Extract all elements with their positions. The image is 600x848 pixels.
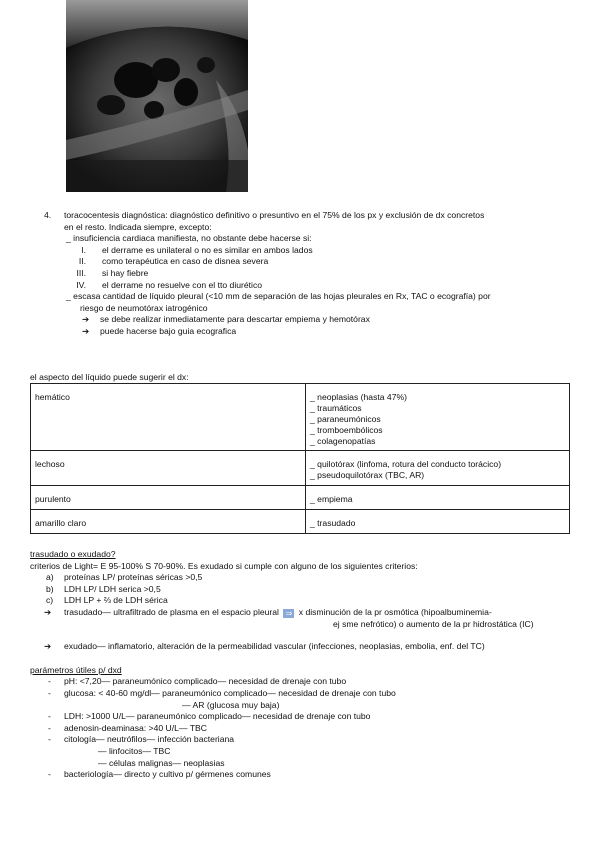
- roman-item: III. si hay fiebre: [76, 267, 149, 278]
- escasa-line: _ escasa cantidad de líquido pleural (<10 mm de separación de las hojas pleurales en Rx, TAC o ecografía) por: [66, 291, 491, 302]
- section-4: [44, 210, 574, 338]
- arrow-icon: ➔: [44, 641, 52, 652]
- roman-item: I. el derrame es unilateral o no es similar en ambos lados: [81, 244, 313, 255]
- table-cell: amarillo claro: [31, 510, 306, 534]
- exudado-item: ➔ exudado— inflamatorio, alteración de la permeabilidad vascular (infecciones, neoplasias, embolia, enf. del TC): [44, 641, 485, 652]
- trasudado-title: trasudado o exudado?: [30, 549, 116, 559]
- insuficiencia-line: _ insuficiencia cardiaca manifiesta, no obstante debe hacerse si:: [66, 233, 312, 244]
- table-row: [31, 510, 570, 534]
- light-criteria: criterios de Light= E 95-100% S 70-90%. Es exudado si cumple con alguno de los siguientes criterios:: [30, 560, 418, 571]
- trasudado-item-cont: ej sme nefrótico) o aumento de la pr hidrostática (IC): [333, 618, 534, 629]
- param-item: - citología— neutrófilos— infección bacteriana: [48, 734, 235, 745]
- table-cell: _ neoplasias (hasta 47%) _ traumáticos _ paraneumónicos _ tromboembólicos _ colagenopatías: [306, 384, 570, 451]
- table-row: [31, 486, 570, 510]
- param-item: - LDH: >1000 U/L— paraneumónico complicado— necesidad de drenaje con tubo: [48, 711, 371, 722]
- arrow-icon: ➔: [82, 325, 90, 336]
- escasa-line-2: riesgo de neumotórax iatrogénico: [80, 302, 208, 313]
- table-cell: _ trasudado: [306, 510, 570, 534]
- param-item: - adenosin-deaminasa: >40 U/L— TBC: [48, 722, 207, 733]
- section-4-line1: 4. toracocentesis diagnóstica: diagnóstico definitivo o presuntivo en el 75% de los px y exclusión de dx concretos: [44, 210, 485, 220]
- arrow-item: ➔ puede hacerse bajo guia ecografica: [82, 325, 237, 336]
- roman-item: IV. el derrame no resuelve con el tto diurético: [76, 279, 263, 290]
- params-title: parámetros útiles p/ dxd: [30, 664, 122, 675]
- list-number: 4.: [44, 210, 52, 220]
- arrow-icon: ➔: [44, 606, 52, 617]
- right-arrow-box-icon: ⇒: [283, 609, 294, 618]
- param-item: - pH: <7,20— paraneumónico complicado— necesidad de drenaje con tubo: [48, 676, 347, 687]
- arrow-icon: ➔: [82, 314, 90, 325]
- aspect-table: [30, 383, 570, 534]
- section-4-line2: en el resto. Indicada siempre, excepto:: [64, 221, 212, 232]
- table-cell: purulento: [31, 486, 306, 510]
- roman-item: II. como terapéutica en caso de disnea severa: [78, 256, 269, 267]
- criteria-item: c) LDH LP + ⅔ de LDH sérica: [46, 595, 168, 606]
- param-subitem: — AR (glucosa muy baja): [182, 699, 280, 710]
- table-cell: hemático: [31, 384, 306, 451]
- table-row: [31, 384, 570, 451]
- aspect-title: el aspecto del líquido puede sugerir el dx:: [30, 372, 189, 382]
- table-cell: _ quilotórax (linfoma, rotura del conducto torácico) _ pseudoquilotórax (TBC, AR): [306, 451, 570, 486]
- param-subitem: — linfocitos— TBC: [98, 745, 171, 756]
- lower-section: [30, 549, 575, 781]
- param-subitem: — células malignas— neoplasias: [98, 757, 225, 768]
- table-cell: lechoso: [31, 451, 306, 486]
- param-item: - bacteriología— directo y cultivo p/ gérmenes comunes: [48, 769, 271, 780]
- table-cell: _ empiema: [306, 486, 570, 510]
- param-item: - glucosa: < 40-60 mg/dl— paraneumónico complicado— necesidad de drenaje con tubo: [48, 687, 396, 698]
- criteria-item: a) proteínas LP/ proteínas séricas >0,5: [46, 572, 203, 583]
- criteria-item: b) LDH LP/ LDH serica >0,5: [46, 583, 161, 594]
- trasudado-item: ➔ trasudado— ultrafiltrado de plasma en el espacio pleural ⇒ x disminución de la pr osmótica (hipoalbuminemia-: [44, 606, 492, 618]
- arrow-item: ➔ se debe realizar inmediatamente para descartar empiema y hemotórax: [82, 314, 370, 325]
- table-row: [31, 451, 570, 486]
- ultrasound-image: [66, 0, 248, 192]
